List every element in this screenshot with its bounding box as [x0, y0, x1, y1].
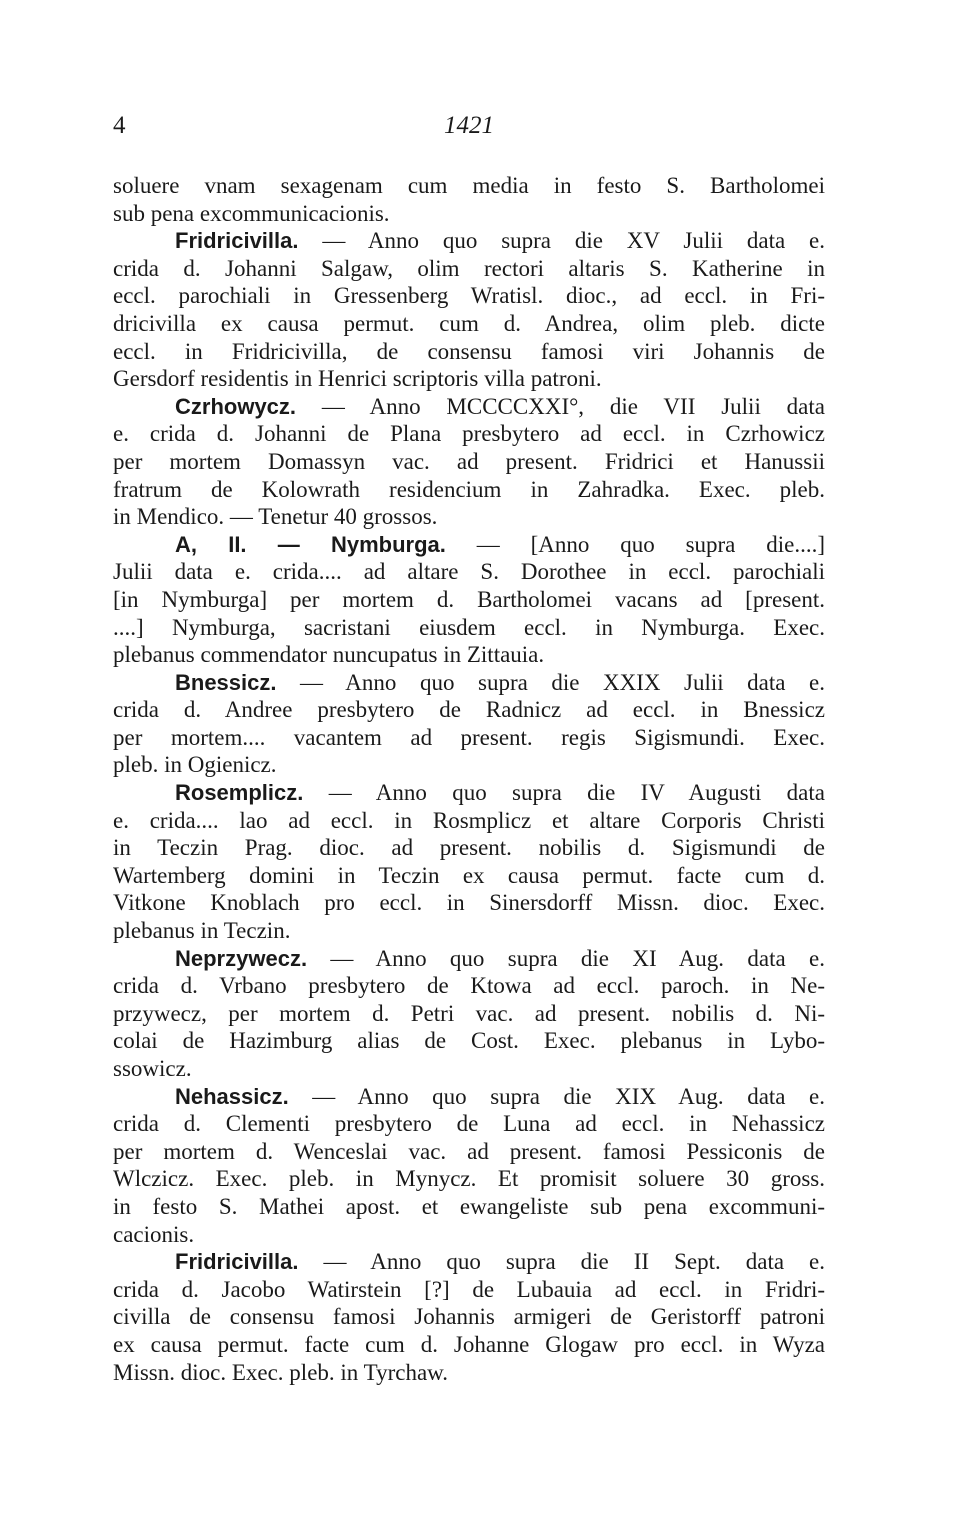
- text-line: [113, 1138, 825, 1166]
- entry-first-line: [113, 1248, 825, 1276]
- line-text: przywecz, per mortem d. Petri vac. ad present. nobilis d. Ni-: [113, 1000, 825, 1026]
- line-text: — Anno quo supra die IV Augusti data: [303, 780, 825, 806]
- entry-headword: Neprzywecz.: [175, 945, 308, 971]
- text-line: [113, 1193, 825, 1221]
- line-text: Vitkone Knoblach pro eccl. in Sinersdorff Missn. dioc. Exec.: [113, 890, 825, 916]
- text-line: [113, 365, 825, 393]
- line-text: e. crida d. Johanni de Plana presbytero ad eccl. in Czrhowicz: [113, 421, 825, 447]
- text-line: [113, 503, 825, 531]
- line-text: eccl. in Fridricivilla, de consensu famosi viri Johannis de: [113, 338, 825, 364]
- line-text: eccl. parochiali in Gressenberg Wratisl. dioc., ad eccl. in Fri-: [113, 283, 825, 309]
- line-text: — Anno quo supra die XXIX Julii data e.: [276, 669, 825, 695]
- entry-headword: Rosemplicz.: [175, 780, 304, 806]
- line-text: crida d. Clementi presbytero de Luna ad eccl. in Nehassicz: [113, 1111, 825, 1137]
- text-line: [113, 641, 825, 669]
- text-line: [113, 282, 825, 310]
- line-text: Julii data e. crida.... ad altare S. Dorothee in eccl. parochiali: [113, 559, 825, 585]
- line-text: in Mendico. — Tenetur 40 grossos.: [113, 504, 438, 530]
- text-line: [113, 200, 825, 228]
- text-line: [113, 834, 825, 862]
- text-line: [113, 1221, 825, 1249]
- text-line: [113, 310, 825, 338]
- entry-first-line: [113, 779, 825, 807]
- text-line: [113, 255, 825, 283]
- entry-first-line: [113, 531, 825, 559]
- text-line: [113, 1276, 825, 1304]
- entry-headword: Fridricivilla.: [175, 228, 299, 254]
- entry-headword: Czrhowycz.: [175, 393, 297, 419]
- text-line: [113, 862, 825, 890]
- entry-first-line: [113, 945, 825, 973]
- line-text: plebanus in Teczin.: [113, 918, 291, 944]
- line-text: plebanus commendator nuncupatus in Zittauia.: [113, 642, 545, 668]
- text-line: [113, 1331, 825, 1359]
- line-text: — Anno quo supra die II Sept. data e.: [298, 1249, 825, 1275]
- line-text: [in Nymburga] per mortem d. Bartholomei vacans ad [present.: [113, 586, 825, 612]
- text-line: [113, 724, 825, 752]
- text-line: [113, 696, 825, 724]
- line-text: colai de Hazimburg alias de Cost. Exec. plebanus in Lybo-: [113, 1028, 825, 1054]
- line-text: sub pena excommunicacionis.: [113, 200, 390, 226]
- line-text: per mortem d. Wenceslai vac. ad present. famosi Pessiconis de: [113, 1138, 825, 1164]
- line-text: e. crida.... lao ad eccl. in Rosmplicz et altare Corporis Christi: [113, 807, 825, 833]
- text-line: [113, 1165, 825, 1193]
- text-line: [113, 751, 825, 779]
- text-line: [113, 1359, 825, 1387]
- text-line: [113, 172, 825, 200]
- line-text: pleb. in Ogienicz.: [113, 752, 277, 778]
- line-text: Wlczicz. Exec. pleb. in Mynycz. Et promisit soluere 30 gross.: [113, 1166, 825, 1192]
- line-text: Wartemberg domini in Teczin ex causa permut. facte cum d.: [113, 862, 825, 888]
- line-text: — Anno quo supra die XIX Aug. data e.: [288, 1083, 825, 1109]
- text-line: [113, 420, 825, 448]
- line-text: cacionis.: [113, 1221, 195, 1247]
- line-text: Missn. dioc. Exec. pleb. in Tyrchaw.: [113, 1359, 449, 1385]
- line-text: fratrum de Kolowrath residencium in Zahradka. Exec. pleb.: [113, 476, 825, 502]
- text-line: [113, 1000, 825, 1028]
- text-line: [113, 1110, 825, 1138]
- line-text: dricivilla ex causa permut. cum d. Andrea, olim pleb. dicte: [113, 310, 825, 336]
- entry-headword: Bnessicz.: [175, 669, 277, 695]
- entry-first-line: [113, 669, 825, 697]
- line-text: crida d. Johanni Salgaw, olim rectori altaris S. Katherine in: [113, 255, 825, 281]
- line-text: civilla de consensu famosi Johannis armigeri de Geristorff patroni: [113, 1304, 825, 1330]
- line-text: crida d. Vrbano presbytero de Ktowa ad eccl. paroch. in Ne-: [113, 973, 825, 999]
- line-text: ....] Nymburga, sacristani eiusdem eccl. in Nymburga. Exec.: [113, 614, 825, 640]
- line-text: soluere vnam sexagenam cum media in festo S. Bartholomei: [113, 173, 825, 198]
- entry-first-line: [113, 1083, 825, 1111]
- text-line: [113, 917, 825, 945]
- line-text: — Anno quo supra die XI Aug. data e.: [307, 945, 825, 971]
- section-marker: A, II.: [175, 531, 247, 557]
- text-line: [113, 338, 825, 366]
- entry-headword: — Nymburga.: [246, 531, 446, 557]
- page-number: 4: [113, 112, 126, 139]
- line-text: crida d. Jacobo Watirstein [?] de Lubauia ad eccl. in Fridri-: [113, 1276, 825, 1302]
- line-text: per mortem.... vacantem ad present. regis Sigismundi. Exec.: [113, 724, 825, 750]
- text-line: [113, 889, 825, 917]
- entry-first-line: [113, 227, 825, 255]
- text-line: [113, 1027, 825, 1055]
- page-header: [113, 112, 825, 144]
- entry-headword: Fridricivilla.: [175, 1249, 299, 1275]
- text-line: [113, 972, 825, 1000]
- text-line: [113, 558, 825, 586]
- line-text: — Anno quo supra die XV Julii data e.: [298, 228, 825, 254]
- text-line: [113, 476, 825, 504]
- line-text: in festo S. Mathei apost. et ewangeliste sub pena excommuni-: [113, 1193, 825, 1219]
- entry-first-line: [113, 393, 825, 421]
- line-text: — [Anno quo supra die....]: [445, 531, 825, 557]
- line-text: ex causa permut. facte cum d. Johanne Glogaw pro eccl. in Wyza: [113, 1331, 825, 1357]
- text-line: [113, 586, 825, 614]
- text-body: [113, 172, 825, 1386]
- text-line: [113, 614, 825, 642]
- line-text: Gersdorf residentis in Henrici scriptoris villa patroni.: [113, 366, 602, 392]
- text-line: [113, 1303, 825, 1331]
- text-line: [113, 448, 825, 476]
- line-text: — Anno MCCCCXXI°, die VII Julii data: [296, 393, 825, 419]
- running-head-year: 1421: [444, 112, 494, 139]
- text-line: [113, 1055, 825, 1083]
- line-text: crida d. Andree presbytero de Radnicz ad eccl. in Bnessicz: [113, 697, 825, 723]
- line-text: in Teczin Prag. dioc. ad present. nobilis d. Sigismundi de: [113, 835, 825, 861]
- entry-headword: Nehassicz.: [175, 1083, 289, 1109]
- line-text: per mortem Domassyn vac. ad present. Fridrici et Hanussii: [113, 448, 825, 474]
- line-text: ssowicz.: [113, 1056, 192, 1081]
- text-line: [113, 807, 825, 835]
